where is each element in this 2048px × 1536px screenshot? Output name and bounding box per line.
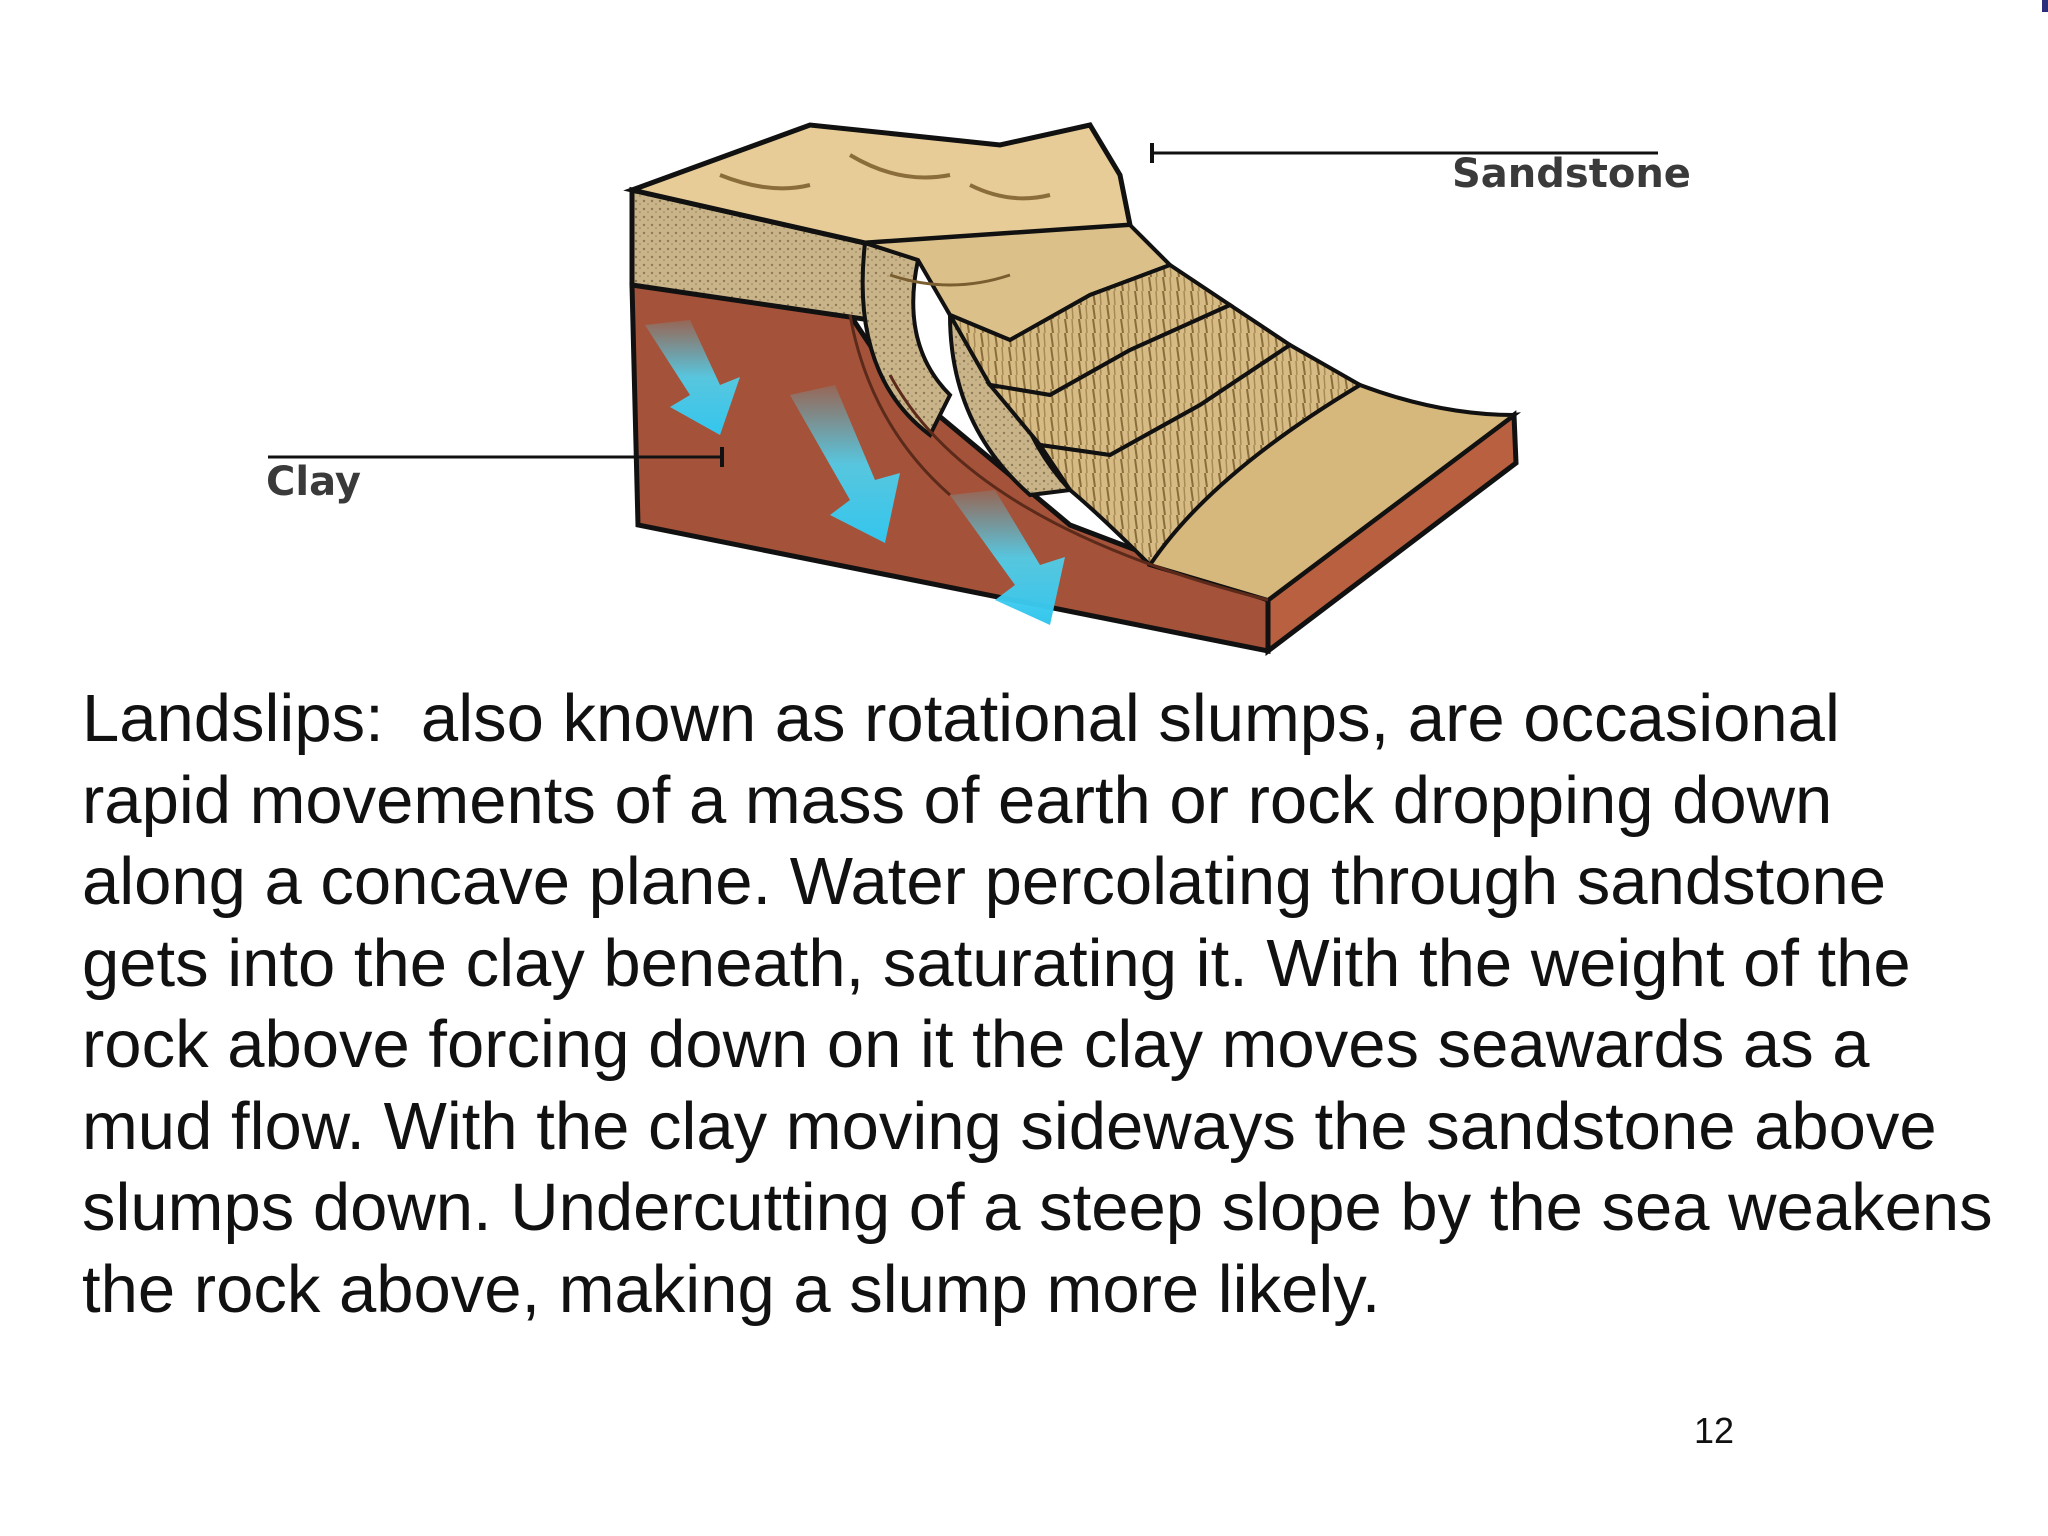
landslip-diagram: [250, 95, 1710, 675]
corner-accent: [2042, 0, 2048, 12]
page-number: 12: [1694, 1410, 1735, 1451]
clay-label: Clay: [266, 459, 361, 505]
body-paragraph: Landslips: also known as rotational slumps, are occasional rapid movements of a mass of earth or rock dropping down along a concave plane. Water percolating through sandstone gets into the clay beneath, saturating it. With the weight of the rock above forcing down on it the clay moves seawards as a mud flow. With the clay moving sideways the sandstone above slumps down. Undercutting of a steep slope by the sea weakens the rock above, making a slump more likely.: [82, 681, 2012, 1327]
sandstone-label-group: [1152, 143, 1691, 197]
sandstone-label: Sandstone: [1452, 151, 1691, 197]
